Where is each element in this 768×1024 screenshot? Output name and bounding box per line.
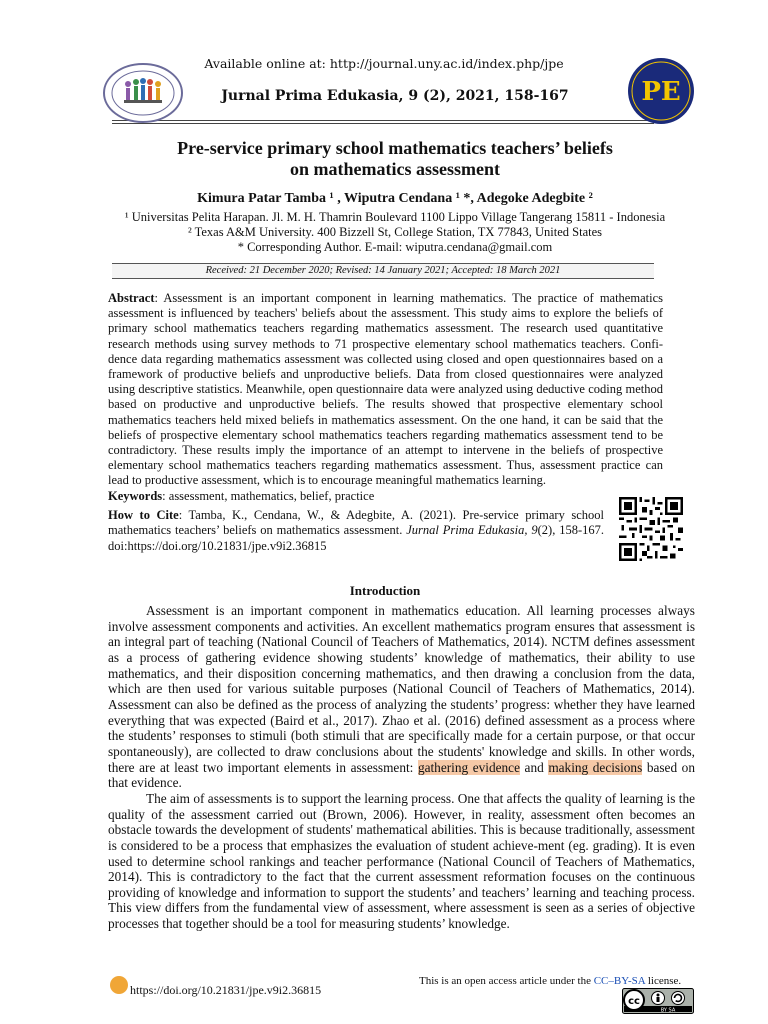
authors: Kimura Patar Tamba ¹ , Wiputra Cendana ¹ *, Adegoke Adegbite ²: [197, 191, 593, 206]
paragraph-1-text: Assessment is an important component in mathematics education. All learning processes always involve assessment components and activities. An excellent mathematics program ensures that assessment is an integral part of teaching (National Council of Teachers of Mathematics, 2014). NCTM defines assessment as a process of gathering evidence showing students’ knowledge of mathematics, their ability to use mathematics, and their disposition concerning mathematics, and then drawing a conclusion from the data, which are then used for various suitable purposes (National Council of Teachers of Mathematics, 2014). Assessment can also be defined as the process of analyzing the students’ progress: whether they have learned everything that was expected (Baird et al., 2017). Zhao et al. (2016) defined assessment as a process where the students’ responses to stimuli (both stimuli that are specifically made for a certain purpose, or that occur spontaneously), are collected to draw conclusions about the students' knowledge and skills. In other words, there are at least two important elements in assessment:: [108, 603, 695, 775]
qr-code[interactable]: [619, 497, 683, 561]
cc-badge-text: BY SA: [660, 1007, 676, 1014]
body-text: [108, 603, 695, 932]
corresponding-author: * Corresponding Author. E-mail: wiputra.cendana@gmail.com: [237, 240, 553, 254]
doi-link[interactable]: https://doi.org/10.21831/jpe.v9i2.36815: [130, 983, 322, 997]
svg-text:cc: cc: [628, 996, 640, 1007]
keywords-label: Keywords: [108, 488, 163, 503]
how-to-cite-journal: Jurnal Prima Edukasia, 9: [406, 523, 538, 538]
open-access-notice: [419, 975, 681, 987]
journal-logo-pe: [627, 57, 695, 125]
how-to-cite: [108, 508, 604, 554]
association-logo: [102, 62, 184, 124]
oa-suffix: license.: [645, 975, 682, 987]
affiliation-1: ¹ Universitas Pelita Harapan. Jl. M. H. Thamrin Boulevard 1100 Lippo Village Tangerang 15811 - Indonesia: [124, 210, 666, 224]
keywords-text: : assessment, mathematics, belief, practice: [162, 488, 375, 503]
oa-prefix: This is an open access article under the: [419, 975, 594, 987]
title-line-2: on mathematics assessment: [290, 159, 500, 179]
paper-title: [0, 138, 768, 180]
abstract: [108, 291, 663, 504]
highlight-gathering-evidence: gathering evidence: [417, 759, 520, 775]
abstract-text: : Assessment is an important component in learning mathematics. The practice of mathematics assessment is influenced by teachers' beliefs about the assessment. This study aims to explore the beliefs of primary school mathematics teachers regarding mathematics assessment. The research used quantitative research methods using survey methods to 71 prospective elementary school mathematics teachers. Confi-dence data regarding mathematics assessment was collected using closed and open questionnaires based on a framework of productive beliefs and unproductive beliefs. Data from closed questionnaires were analyzed using descriptive statistics. Meanwhile, open questionnaire data were analyzed using deductive coding method based on productive and unproductive beliefs. The results showed that prospective elementary school mathematics teachers held mixed beliefs in mathematics assessment. On the one hand, it can be said that the beliefs of prospective elementary school mathematics teachers regarding mathematics assessment tend to be contradictory. These results imply the importance of an attempt to intervene in the beliefs of prospective elementary school mathematics teachers regarding mathematics assessment. Thus, assessment practice can lead to productive assessment, which is to encourage meaningful mathematics learning.: [108, 291, 663, 488]
doi-icon: [110, 976, 128, 994]
paragraph-2: The aim of assessments is to support the learning process. One that affects the quality of learning is the quality of the assessment carried out (Brown, 2006). However, in reality, assessment often becomes an obstacle towards the development of students' mathematical abilities. This is because traditionally, assessment is considered to be a process that emphasizes the evaluation of student achieve-ment (eg. grading). It is even used to determine school rankings and teacher performance (National Council of Teachers of Mathematics, 2014). This is contradictory to the fact that the current assessment reformation focuses on the continuous providing of knowledge and information to support the students’ and teachers’ learning and teaching process. This view differs from the fundamental view of assessment, where assessment is seen as a series of objective processes that together should be a tool for measuring students’ knowledge.: [108, 790, 695, 932]
abstract-label: Abstract: [108, 291, 155, 305]
paragraph-1-end: based on that evidence.: [108, 759, 695, 791]
introduction-heading: Introduction: [349, 583, 421, 598]
license-link[interactable]: CC–BY-SA: [593, 975, 646, 987]
pe-logo-letters: PE: [641, 77, 681, 107]
dates-box: Received: 21 December 2020; Revised: 14 January 2021; Accepted: 18 March 2021: [112, 263, 654, 279]
paragraph-1-connector: and: [519, 759, 549, 775]
how-to-cite-label: How to Cite: [108, 508, 179, 522]
journal-url: Available online at: http://journal.uny.ac.id/index.php/jpe: [204, 56, 564, 71]
how-to-cite-text: : Tamba, K., Cendana, W., & Adegbite, A. (2021). Pre-service primary school mathematics teachers’ beliefs on mathematics assessment.: [108, 508, 605, 538]
title-line-1: Pre-service primary school mathematics teachers’ beliefs: [177, 138, 613, 158]
highlight-making-decisions: making decisions: [548, 759, 643, 775]
header-rule: [112, 120, 654, 124]
cc-by-sa-badge[interactable]: [622, 988, 694, 1014]
paragraph-1: [108, 603, 695, 791]
affiliation-2: ² Texas A&M University. 400 Bizzell St, College Station, TX 77843, United States: [187, 225, 603, 239]
journal-citation-header: Jurnal Prima Edukasia, 9 (2), 2021, 158-167: [221, 88, 569, 104]
how-to-cite-doi: (2), 158-167. doi:https://doi.org/10.21831/jpe.v9i2.36815: [108, 523, 604, 553]
